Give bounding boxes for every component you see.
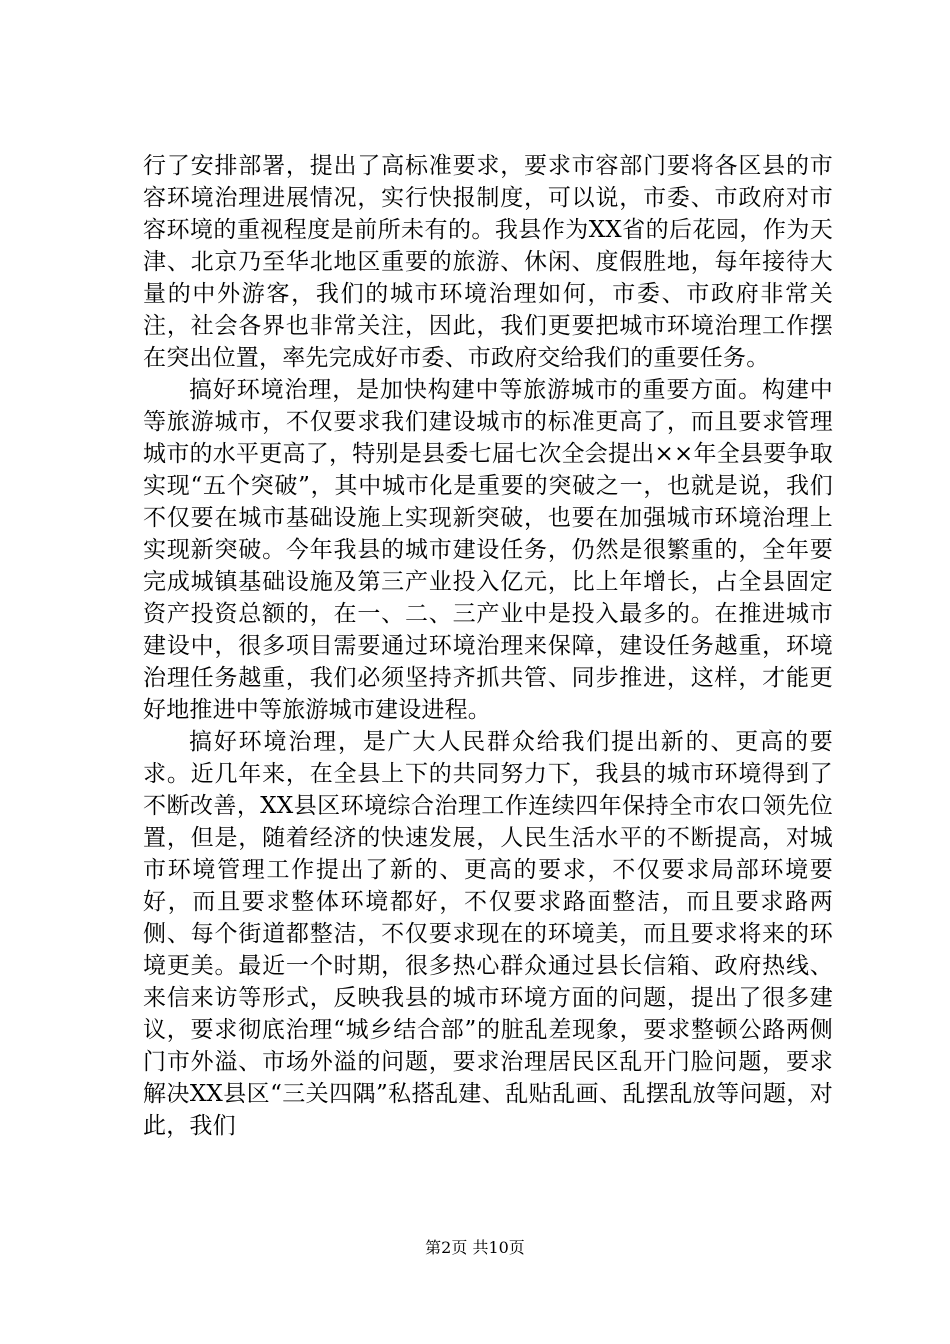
paragraph-tourism-city: 搞好环境治理，是加快构建中等旅游城市的重要方面。构建中等旅游城市，不仅要求我们建设城市的标准更高了，而且要求管理城市的水平更高了，特别是县委七届七次全会提出××年全县要争取实现“五个突破”，其中城市化是重要的突破之一，也就是说，我们不仅要在城市基础设施上实现新突破，也要在加强城市环境治理上实现新突破。今年我县的城市建设任务，仍然是很繁重的，全年要完成城镇基础设施及第三产业投入亿元，比上年增长，占全县固定资产投资总额的，在一、二、三产业中是投入最多的。在推进城市建设中，很多项目需要通过环境治理来保障，建设任务越重，环境治理任务越重，我们必须坚持齐抓共管、同步推进，这样，才能更好地推进中等旅游城市建设进程。	[143, 377, 833, 723]
page-number: 第2页 共10页	[425, 1238, 525, 1257]
paragraph-public-demand: 搞好环境治理，是广大人民群众给我们提出新的、更高的要求。近几年来，在全县上下的共同努力下，我县的城市环境得到了不断改善，XX县区环境综合治理工作连续四年保持全市农口领先位置，但是，随着经济的快速发展，人民生活水平的不断提高，对城市环境管理工作提出了新的、更高的要求，不仅要求局部环境要好，而且要求整体环境都好，不仅要求路面整洁，而且要求路两侧、每个街道都整洁，不仅要求现在的环境美，而且要求将来的环境更美。最近一个时期，很多热心群众通过县长信箱、政府热线、来信来访等形式，反映我县的城市环境方面的问题，提出了很多建议，要求彻底治理“城乡结合部”的脏乱差现象，要求整顿公路两侧门市外溢、市场外溢的问题，要求治理居民区乱开门脸问题，要求解决XX县区“三关四隅”私搭乱建、乱贴乱画、乱摆乱放等问题，对此，我们	[143, 729, 833, 1139]
page-footer	[0, 1238, 950, 1258]
paragraph-continuation: 行了安排部署，提出了高标准要求，要求市容部门要将各区县的市容环境治理进展情况，实行快报制度，可以说，市委、市政府对市容环境的重视程度是前所未有的。我县作为XX省的后花园，作为天津、北京乃至华北地区重要的旅游、休闲、度假胜地，每年接待大量的中外游客，我们的城市环境治理如何，市委、市政府非常关注，社会各界也非常关注，因此，我们更要把城市环境治理工作摆在突出位置，率先完成好市委、市政府交给我们的重要任务。	[143, 153, 833, 371]
document-body	[143, 150, 833, 1142]
